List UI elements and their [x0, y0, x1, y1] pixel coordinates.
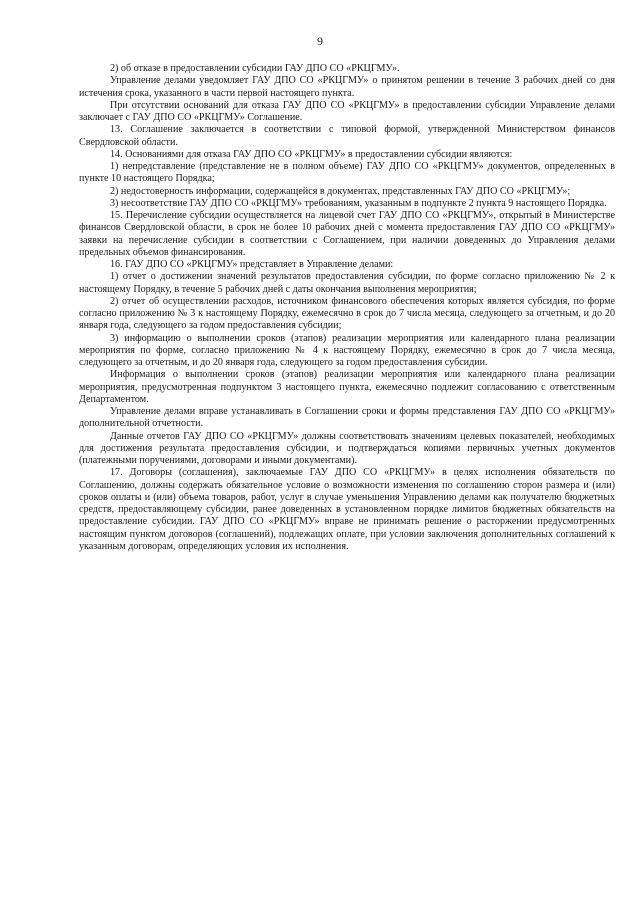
paragraph: 14. Основаниями для отказа ГАУ ДПО СО «РКЦГМУ» в предоставлении субсидии являются: — [110, 148, 513, 160]
paragraph: Управление делами уведомляет ГАУ ДПО СО «РКЦГМУ» о принятом решении в течение 3 рабочих дней со дня истечения срока, указанного в части первой настоящего пункта. — [79, 75, 615, 99]
paragraph: 15. Перечисление субсидии осуществляется на лицевой счет ГАУ ДПО СО «РКЦГМУ», открытый в Министерстве финансов Свердловской области, в срок не более 10 рабочих дней с момента предоставления ГАУ ДПО СО «РКЦГМУ» заявки на перечисление субсидии в соответствии с Соглашением, при наличии доведенных до Управления делами предельных объемов финансирования. — [79, 210, 615, 258]
paragraph: 13. Соглашение заключается в соответствии с типовой формой, утвержденной Министерством финансов Свердловской области. — [79, 124, 615, 148]
paragraph: Данные отчетов ГАУ ДПО СО «РКЦГМУ» должны соответствовать значениям целевых показателей, необходимых для достижения результата предоставления субсидии, и подтверждаться копиями первичных учетных документов (платежными поручениями, договорами и иными документами). — [79, 430, 615, 466]
paragraph: Информация о выполнении сроков (этапов) реализации мероприятия или календарного плана реализации мероприятия, предусмотренная подпунктом 3 настоящего пункта, ежемесячно подлежит согласованию с ответственным Департаментом. — [79, 369, 615, 405]
paragraph: 3) информацию о выполнении сроков (этапов) реализации мероприятия или календарного плана реализации мероприятия по форме, согласно приложению № 4 к настоящему Порядку, ежемесячно в срок до 7 числа месяца, следующего за отчетным, и до 20 января года, следующего за годом предоставления субсидии. — [79, 332, 615, 368]
paragraph: 1) непредставление (представление не в полном объеме) ГАУ ДПО СО «РКЦГМУ» документов, определенных в пункте 10 настоящего Порядка; — [79, 161, 615, 185]
paragraph: 17. Договоры (соглашения), заключаемые ГАУ ДПО СО «РКЦГМУ» в целях исполнения обязательств по Соглашению, должны содержать обязательное условие о возможности изменения по соглашению сторон размера и (или) сроков оплаты и (или) объема товаров, работ, услуг в случае уменьшения Управлению делами как получателю бюджетных средств, предоставляющему субсидии, ранее доведенных в установленном порядке лимитов бюджетных обязательств на предоставление субсидии. ГАУ ДПО СО «РКЦГМУ» вправе не принимать решение о расторжении предусмотренных настоящим пунктом договоров (соглашений), подлежащих оплате, при условии заключения дополнительных соглашений к указанным договорам, определяющих условия их исполнения. — [79, 467, 615, 552]
paragraph: Управление делами вправе устанавливать в Соглашении сроки и формы представления ГАУ ДПО СО «РКЦГМУ» дополнительной отчетности. — [79, 406, 615, 430]
paragraph: 2) об отказе в предоставлении субсидии ГАУ ДПО СО «РКЦГМУ». — [110, 63, 400, 74]
paragraph: 16. ГАУ ДПО СО «РКЦГМУ» представляет в Управление делами: — [110, 259, 394, 270]
paragraph: 1) отчет о достижении значений результатов предоставления субсидии, по форме согласно приложению № 2 к настоящему Порядку, в течение 5 рабочих дней с даты окончания выполнения мероприятия; — [79, 271, 615, 295]
paragraph: 2) недостоверность информации, содержащейся в документах, представленных ГАУ ДПО СО «РКЦГМУ»; — [110, 185, 571, 197]
paragraph: При отсутствии оснований для отказа ГАУ ДПО СО «РКЦГМУ» в предоставлении субсидии Управление делами заключает с ГАУ ДПО СО «РКЦГМУ» Соглашение. — [79, 99, 615, 123]
page-number: 9 — [317, 34, 323, 48]
document-body — [79, 63, 615, 553]
paragraph: 2) отчет об осуществлении расходов, источником финансового обеспечения которых является субсидия, по форме согласно приложению № 3 к настоящему Порядку, ежемесячно в срок до 7 числа месяца, следующего за отчетным, и до 20 января года, следующего за годом предоставления субсидии; — [79, 295, 615, 332]
paragraph: 3) несоответствие ГАУ ДПО СО «РКЦГМУ» требованиям, указанным в подпункте 2 пункта 9 настоящего Порядка. — [110, 197, 607, 209]
